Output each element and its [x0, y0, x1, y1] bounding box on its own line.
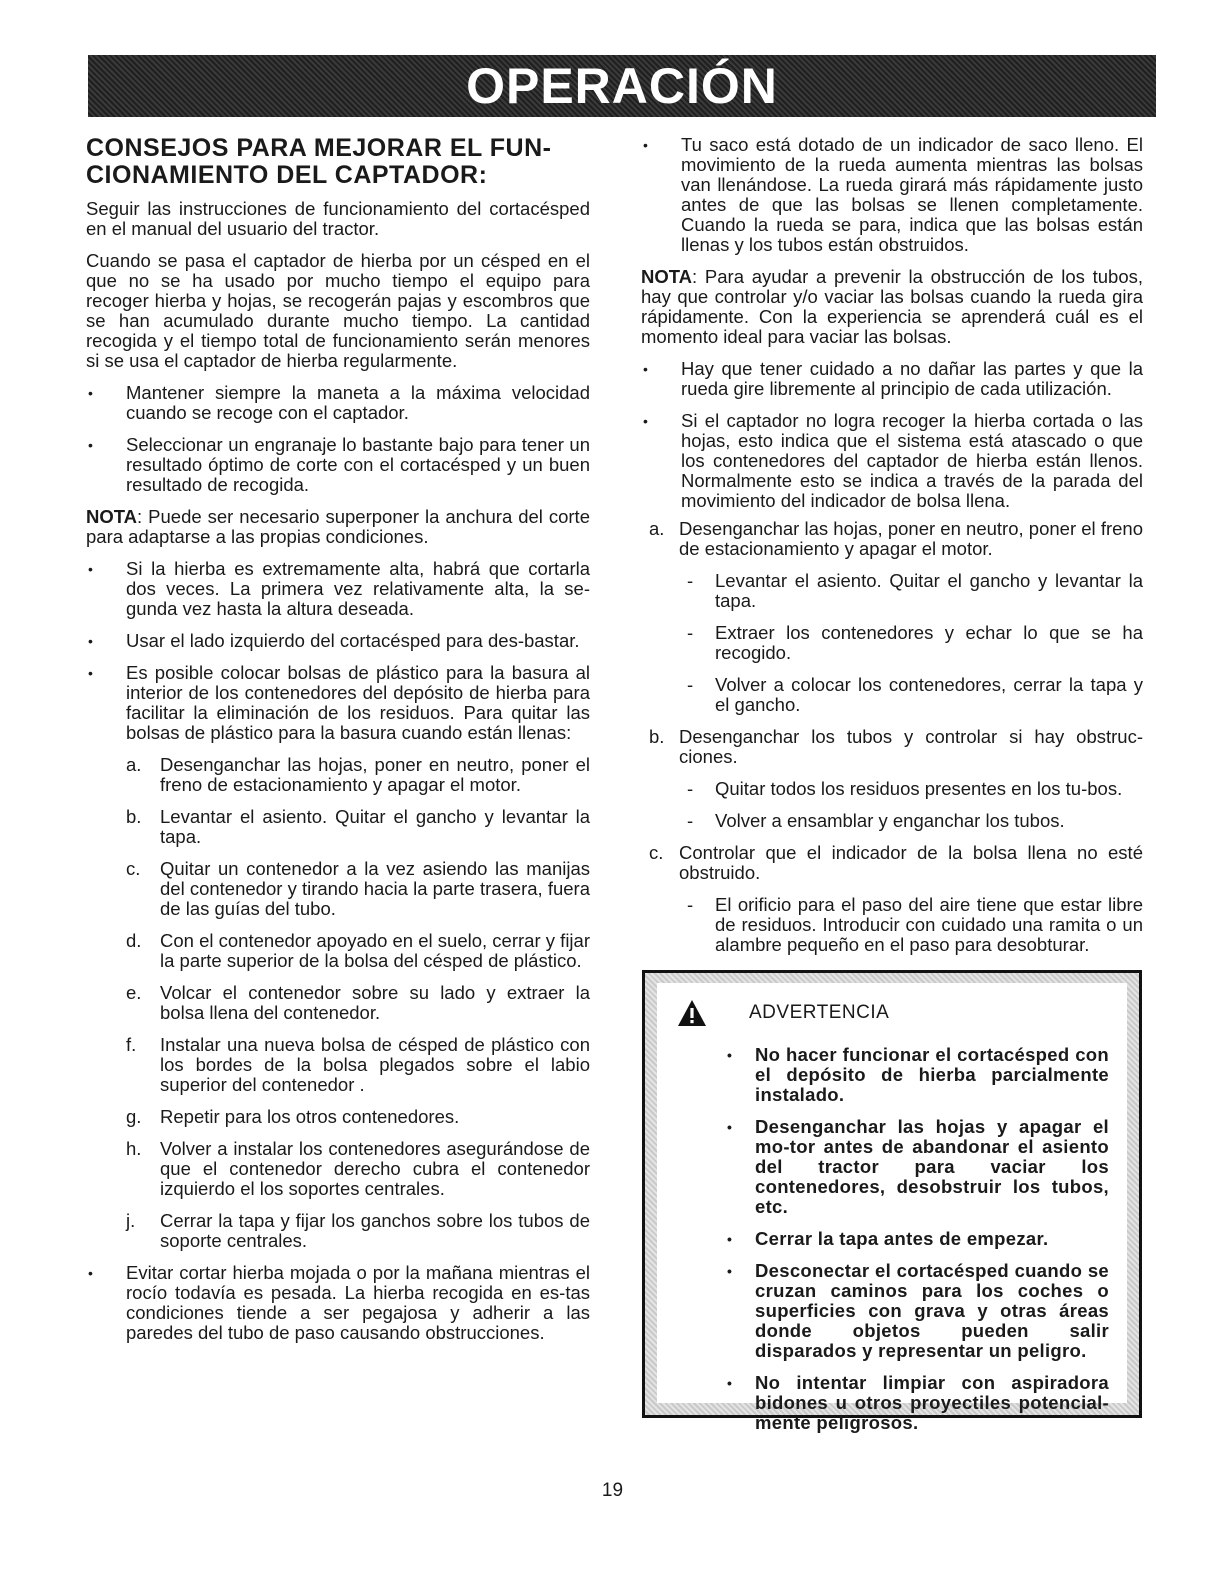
page-header-banner: [88, 55, 1156, 117]
step-mark: h.: [126, 1138, 142, 1159]
page-number: 19: [601, 1480, 624, 1501]
step-mark: a.: [126, 754, 142, 775]
list-item: • Seleccionar un engranaje lo bastante bajo para tener un resultado óptimo de corte con el cortacésped y un buen resultado de recogida.: [86, 435, 590, 495]
step-text: Volver a instalar los contenedores asegurándose de que el contenedor derecho cubra el contenedor izquierdo el los soportes centrales.: [160, 1138, 590, 1199]
step-mark: c.: [126, 858, 141, 879]
section-heading: CONSEJOS PARA MEJORAR EL FUN-CIONAMIENTO DEL CAPTADOR:: [86, 134, 552, 189]
warning-item: • Desenganchar las hojas y apagar el mo-tor antes de abandonar el asiento del tractor para vaciar los contenedores, desobstruir los tubos, etc.: [675, 1117, 1109, 1217]
warning-title: ADVERTENCIA: [749, 1002, 890, 1023]
step-item: [126, 1035, 590, 1095]
list-item: • Hay que tener cuidado a no dañar las partes y que la rueda gire libremente al principio de cada utilización.: [641, 359, 1143, 399]
step-block-a: [641, 519, 1143, 715]
list-item: • Mantener siempre la maneta a la máxima velocidad cuando se recoge con el captador.: [86, 383, 590, 423]
tips-list-2: [86, 559, 590, 1343]
warning-list: [675, 1045, 1109, 1433]
tips-list: [86, 383, 590, 495]
step-text: Instalar una nueva bolsa de césped de plástico con los bordes de la bolsa plegados sobre el labio superior del contenedor .: [160, 1034, 590, 1095]
step-item: [126, 755, 590, 795]
warning-item: • Desconectar el cortacésped cuando se cruzan caminos para los coches o superficies con grava y otras áreas donde objetos pueden salir disparados y representar un peligro.: [675, 1261, 1109, 1361]
step-item: [126, 983, 590, 1023]
intro-paragraph: Seguir las instrucciones de funcionamiento del cortacésped en el manual del usuario del tractor.: [86, 198, 590, 239]
step-block-b: [641, 727, 1143, 831]
step-item: [126, 859, 590, 919]
warning-header: [675, 999, 1109, 1027]
step-mark: c.: [649, 842, 664, 863]
captador-paragraph: Cuando se pasa el captador de hierba por un césped en el que no se ha usado por mucho tiempo el equipo para recoger hierba y hojas, se recogerán pajas y escombros que se han acumulado durante mucho tiempo. La cantidad recogida y el tiempo total de funcionamiento serán menores si se usa el captador de hierba regularmente.: [86, 250, 590, 371]
step-mark: b.: [126, 806, 142, 827]
step-text: Controlar que el indicador de la bolsa llena no esté obstruido.: [679, 842, 1143, 883]
dash-item: - Quitar todos los residuos presentes en los tu-bos.: [679, 779, 1143, 799]
left-column: [86, 135, 590, 1355]
note-text: : Para ayudar a prevenir la obstrucción de los tubos, hay que controlar y/o vaciar las bolsas cuando la rueda gira rápidamente. Con la experiencia se aprenderá cuál es el momento ideal para vaciar las bolsas.: [641, 266, 1143, 347]
step-text: Desenganchar las hojas, poner en neutro, poner el freno de estacionamiento y apagar el motor.: [160, 754, 590, 795]
warning-box: [642, 970, 1142, 1433]
dash-item: - Extraer los contenedores y echar lo que se ha recogido.: [679, 623, 1143, 663]
note-paragraph: [641, 267, 1143, 347]
step-text: Quitar un contenedor a la vez asiendo las manijas del contenedor y tirando hacia la parte trasera, fuera de las guías del tubo.: [160, 858, 590, 919]
step-mark: a.: [649, 518, 665, 539]
step-mark: d.: [126, 930, 142, 951]
step-text: Desenganchar las hojas, poner en neutro, poner el freno de estacionamiento y apagar el motor.: [679, 518, 1143, 559]
step-text: Cerrar la tapa y fijar los ganchos sobre los tubos de soporte centrales.: [160, 1210, 590, 1251]
warning-triangle-icon: [677, 999, 707, 1027]
list-item: • Usar el lado izquierdo del cortacésped para des-bastar.: [86, 631, 590, 651]
warning-item: • No intentar limpiar con aspiradora bidones u otros proyectiles potencial-mente peligrosos.: [675, 1373, 1109, 1433]
bag-steps: [126, 755, 590, 1251]
dash-item: - Volver a ensamblar y enganchar los tubos.: [679, 811, 1143, 831]
list-item: • Tu saco está dotado de un indicador de saco lleno. El movimiento de la rueda aumenta mientras las bolsas van llenándose. La rueda girará más rápidamente justo antes de que las bolsas se llenen completamente. Cuando la rueda se para, indica que las bolsas están llenas y los tubos están obstruidos.: [641, 135, 1143, 255]
step-item: [126, 807, 590, 847]
step-text: Levantar el asiento. Quitar el gancho y levantar la tapa.: [160, 806, 590, 847]
dash-list: [679, 895, 1143, 955]
right-column: [641, 135, 1143, 967]
clog-text: Si el captador no logra recoger la hierba cortada o las hojas, esto indica que el sistema está atascado o que los contenedores del captador de hierba están llenos. Normalmente esto se indica a través de la parada del movimiento del indicador de bolsa llena.: [681, 410, 1143, 511]
step-text: Con el contenedor apoyado en el suelo, cerrar y fijar la parte superior de la bolsa del césped de plástico.: [160, 930, 590, 971]
step-block-c: [641, 843, 1143, 955]
step-item: [126, 1211, 590, 1251]
note-text: : Puede ser necesario superponer la anchura del corte para adaptarse a las propias condiciones.: [86, 506, 590, 547]
warning-panel: [657, 983, 1127, 1433]
dash-item: - Levantar el asiento. Quitar el gancho y levantar la tapa.: [679, 571, 1143, 611]
warning-item: • Cerrar la tapa antes de empezar.: [675, 1229, 1109, 1249]
dash-list: [679, 571, 1143, 715]
step-item: [126, 1139, 590, 1199]
note-paragraph: [86, 507, 590, 547]
dash-list: [679, 779, 1143, 831]
care-list: [641, 359, 1143, 511]
step-text: Repetir para los otros contenedores.: [160, 1106, 460, 1127]
step-mark: g.: [126, 1106, 142, 1127]
note-label: NOTA: [641, 266, 693, 287]
dash-item: - Volver a colocar los contenedores, cerrar la tapa y el gancho.: [679, 675, 1143, 715]
step-text: Volcar el contenedor sobre su lado y extraer la bolsa llena del contenedor.: [160, 982, 590, 1023]
list-item-bags: [86, 663, 590, 1251]
indicator-list: [641, 135, 1143, 255]
note-label: NOTA: [86, 506, 138, 527]
page-title: OPERACIÓN: [466, 58, 778, 114]
step-mark: j.: [126, 1210, 136, 1231]
step-text: Desenganchar los tubos y controlar si hay obstruc-ciones.: [679, 726, 1143, 767]
dash-item: - El orificio para el paso del aire tiene que estar libre de residuos. Introducir con cuidado una ramita o un alambre pequeño en el paso para desobturar.: [679, 895, 1143, 955]
step-item: [126, 931, 590, 971]
step-mark: f.: [126, 1034, 137, 1055]
warning-item: • No hacer funcionar el cortacésped con el depósito de hierba parcialmente instalado.: [675, 1045, 1109, 1105]
list-item: • Si la hierba es extremamente alta, habrá que cortarla dos veces. La primera vez relativamente alta, la se-gunda vez hasta la altura deseada.: [86, 559, 590, 619]
step-item: [126, 1107, 590, 1127]
step-mark: e.: [126, 982, 142, 1003]
list-item-wet-grass: • Evitar cortar hierba mojada o por la mañana mientras el rocío todavía es pesada. La hierba recogida en es-tas condiciones tiende a ser pegajosa y adherir a las paredes del tubo de paso causando obstrucciones.: [86, 1263, 590, 1343]
list-item-clog: [641, 411, 1143, 511]
step-mark: b.: [649, 726, 665, 747]
bags-text: Es posible colocar bolsas de plástico para la basura al interior de los contenedores del depósito de hierba para facilitar la eliminación de los residuos. Para quitar las bolsas de plástico para la basura cuando están llenas:: [126, 662, 590, 743]
